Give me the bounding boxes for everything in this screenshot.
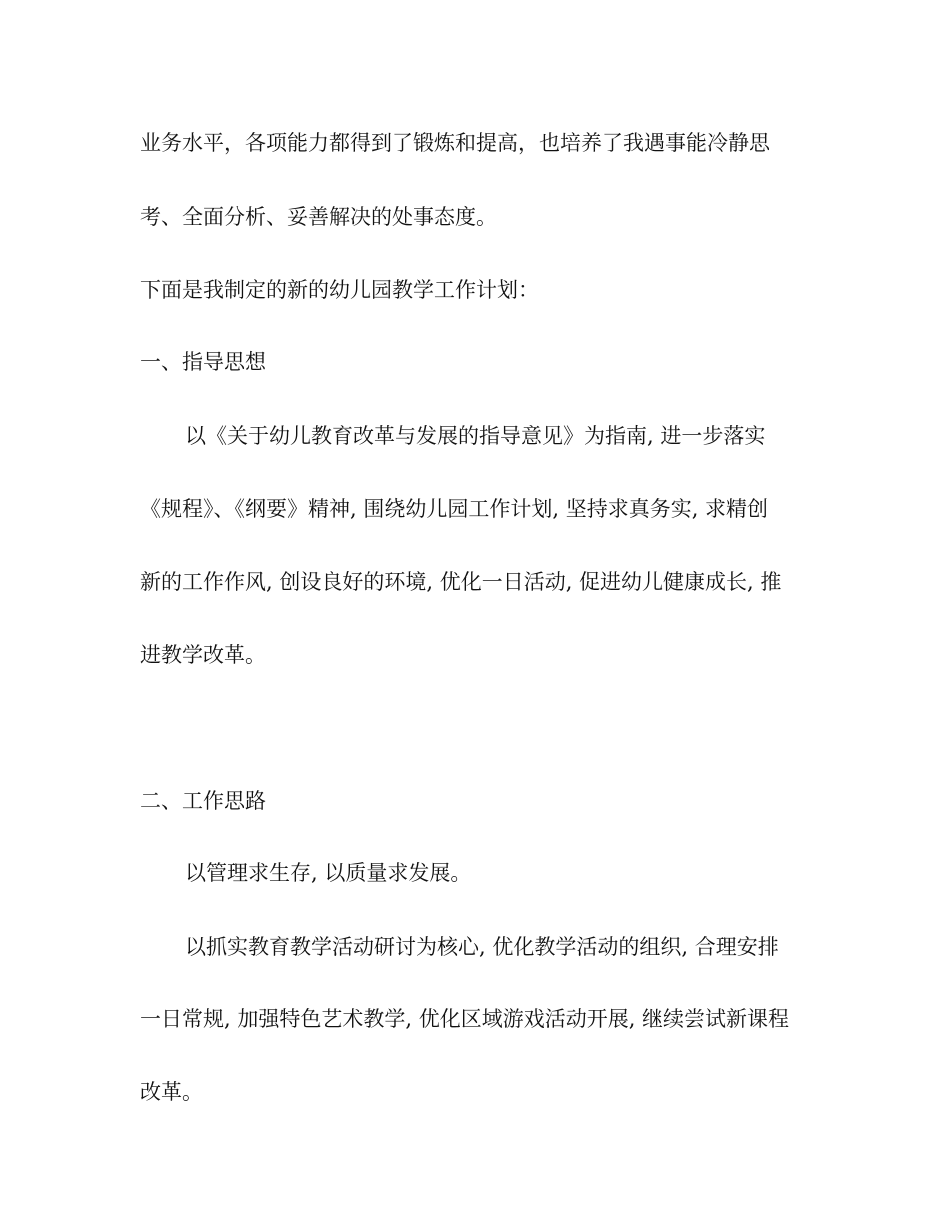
paragraph-line: 以《关于幼儿教育改革与发展的指导意见》为指南, 进一步落实 (185, 424, 766, 448)
section-heading: 二、工作思路 (140, 789, 266, 813)
paragraph-line: 业务水平，各项能力都得到了锻炼和提高，也培养了我遇事能冷静思 (140, 131, 770, 155)
section-heading: 一、指导思想 (140, 350, 266, 374)
paragraph-line: 下面是我制定的新的幼儿园教学工作计划： (140, 278, 539, 302)
paragraph-line: 新的工作作风, 创设良好的环境, 优化一日活动, 促进幼儿健康成长, 推 (140, 570, 782, 594)
paragraph-line: 以抓实教育教学活动研讨为核心, 优化教学活动的组织, 合理安排 (185, 935, 779, 959)
paragraph-line: 《规程》、《纲要》精神, 围绕幼儿园工作计划, 坚持求真务实, 求精创 (140, 497, 769, 521)
paragraph-line: 考、全面分析、妥善解决的处事态度。 (140, 205, 497, 229)
paragraph-line: 一日常规, 加强特色艺术教学, 优化区域游戏活动开展, 继续尝试新课程 (140, 1007, 790, 1031)
paragraph-line: 进教学改革。 (140, 643, 266, 667)
paragraph-line: 改革。 (140, 1080, 203, 1104)
paragraph-line: 以管理求生存, 以质量求发展。 (185, 861, 472, 885)
